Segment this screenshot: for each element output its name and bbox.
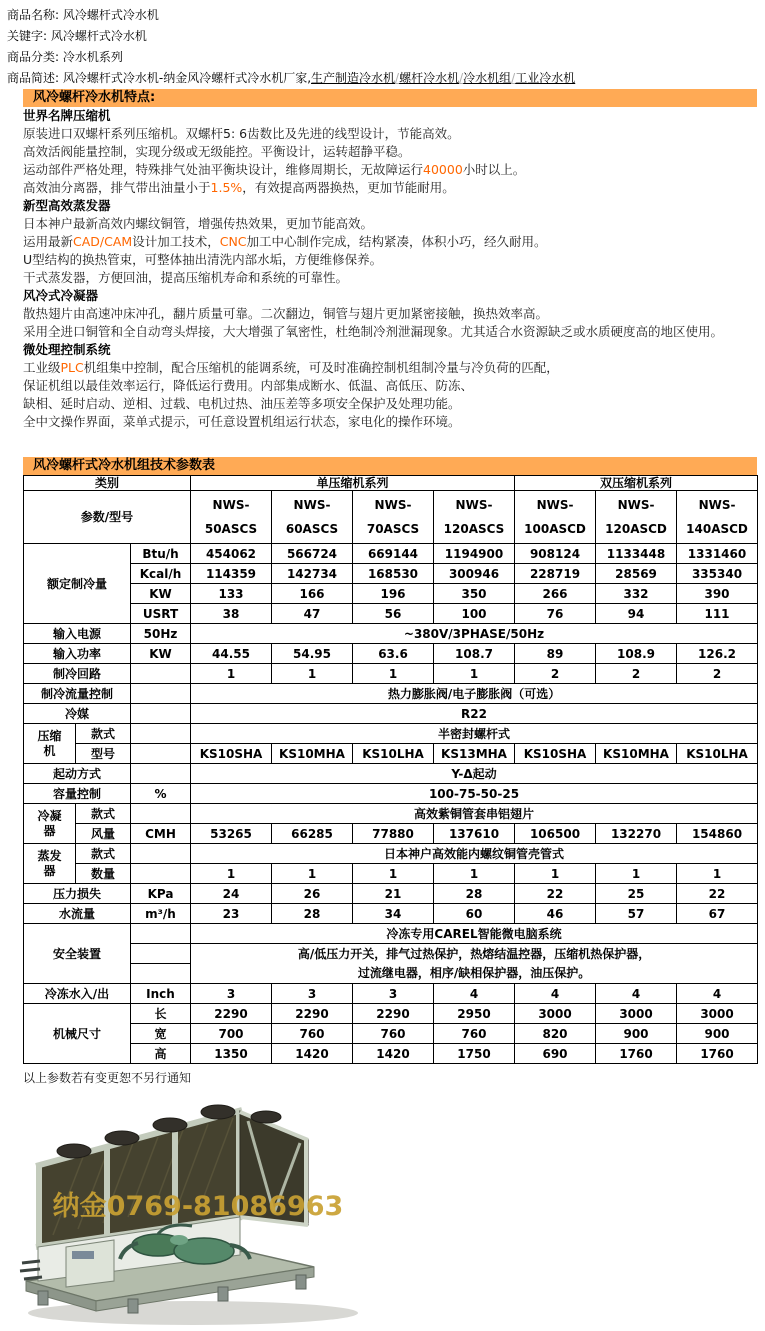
table-row bbox=[24, 824, 758, 844]
table-cell: 1760 bbox=[677, 1044, 758, 1064]
table-cell: 142734 bbox=[272, 564, 353, 584]
table-header-single-compressor-series: 单压缩机系列 bbox=[191, 476, 515, 491]
sub-label-type: 款式 bbox=[76, 844, 131, 864]
table-cell: 高/低压力开关，排气过热保护，热熔结温控器，压缩机热保护器， 过流继电器，相序/缺相保护器，油压保护。 bbox=[191, 944, 758, 984]
feature-keyword: 40000 bbox=[423, 162, 463, 177]
table-cell: 日本神户高效能内螺纹铜管壳管式 bbox=[191, 844, 758, 864]
row-label-starting-method: 起动方式 bbox=[24, 764, 131, 784]
desc-link[interactable]: 冷水机组 bbox=[463, 71, 512, 85]
table-cell: 228719 bbox=[515, 564, 596, 584]
feature-heading: 风冷式冷凝器 bbox=[23, 288, 99, 303]
meta-label: 商品名称: bbox=[7, 8, 63, 22]
unit-cell bbox=[131, 724, 191, 744]
feature-line bbox=[23, 395, 757, 413]
unit-cell: m³/h bbox=[131, 904, 191, 924]
feature-text: 高效活阀能量控制，实现分级或无级能控。平衡设计，运转超静平稳。 bbox=[23, 144, 411, 159]
product-meta bbox=[0, 0, 765, 89]
table-cell: 690 bbox=[515, 1044, 596, 1064]
table-cell: 半密封螺杆式 bbox=[191, 724, 758, 744]
features-header-text: 风冷螺杆冷水机特点: bbox=[33, 90, 156, 105]
feature-text: 缺相、延时启动、逆相、过载、电机过热、油压差等多项安全保护及处理功能。 bbox=[23, 396, 461, 411]
row-label-pressure-loss: 压力损失 bbox=[24, 884, 131, 904]
table-row bbox=[24, 1044, 758, 1064]
table-cell: 67 bbox=[677, 904, 758, 924]
table-cell: 3000 bbox=[515, 1004, 596, 1024]
table-row bbox=[24, 584, 758, 604]
table-cell: 热力膨胀阀/电子膨胀阀（可选） bbox=[191, 684, 758, 704]
unit-cell bbox=[131, 964, 191, 984]
table-cell: 47 bbox=[272, 604, 353, 624]
table-cell: 1 bbox=[515, 864, 596, 884]
feature-keyword: CNC bbox=[219, 234, 247, 249]
table-cell: 4 bbox=[434, 984, 515, 1004]
feature-heading: 微处理控制系统 bbox=[23, 342, 111, 357]
table-row bbox=[24, 844, 758, 864]
table-cell: 25 bbox=[596, 884, 677, 904]
table-cell: 820 bbox=[515, 1024, 596, 1044]
table-cell: 908124 bbox=[515, 544, 596, 564]
table-row bbox=[24, 764, 758, 784]
table-cell: 1 bbox=[191, 664, 272, 684]
table-row bbox=[24, 804, 758, 824]
table-row bbox=[24, 724, 758, 744]
meta-line-description bbox=[7, 68, 765, 89]
table-cell: 高效紫铜管套串铝翅片 bbox=[191, 804, 758, 824]
feature-text: ，有效提高两器换热，更加节能耐用。 bbox=[242, 180, 455, 195]
table-cell: 1350 bbox=[191, 1044, 272, 1064]
table-row bbox=[24, 984, 758, 1004]
sub-label-type: 款式 bbox=[76, 804, 131, 824]
table-cell: 46 bbox=[515, 904, 596, 924]
table-row bbox=[24, 664, 758, 684]
footer-note: 以上参数若有变更恕不另行通知 bbox=[23, 1071, 192, 1085]
feature-text: 运用最新 bbox=[23, 234, 74, 249]
table-cell: 1 bbox=[272, 664, 353, 684]
table-row bbox=[24, 944, 758, 964]
table-cell: 54.95 bbox=[272, 644, 353, 664]
feature-keyword: 1.5% bbox=[210, 180, 243, 195]
foot bbox=[218, 1287, 228, 1301]
row-label-power-supply: 输入电源 bbox=[24, 624, 131, 644]
feature-heading: 世界名牌压缩机 bbox=[23, 108, 111, 123]
feature-line bbox=[23, 413, 757, 431]
unit-cell bbox=[131, 664, 191, 684]
table-row bbox=[24, 544, 758, 564]
table-row bbox=[24, 684, 758, 704]
unit-cell: Btu/h bbox=[131, 544, 191, 564]
table-cell: 34 bbox=[353, 904, 434, 924]
table-cell: 24 bbox=[191, 884, 272, 904]
feature-text: 采用全进口铜管和全自动弯头焊接，大大增强了氧密性，杜绝制冷剂泄漏现象。尤其适合水资源缺乏或水质硬度高的地区使用。 bbox=[23, 324, 724, 339]
feature-text: U型结构的换热管束，可整体抽出清洗内部水垢，方便维修保养。 bbox=[23, 252, 383, 267]
table-cell: 168530 bbox=[353, 564, 434, 584]
table-cell: 2290 bbox=[191, 1004, 272, 1024]
table-cell: 1 bbox=[677, 864, 758, 884]
unit-cell: KPa bbox=[131, 884, 191, 904]
table-cell: 111 bbox=[677, 604, 758, 624]
table-cell: 21 bbox=[353, 884, 434, 904]
meta-line-keywords bbox=[7, 26, 765, 47]
sub-label-model: 型号 bbox=[76, 744, 131, 764]
model-cell: NWS- 100ASCD bbox=[515, 491, 596, 544]
table-row bbox=[24, 704, 758, 724]
model-cell: NWS- 120ASCD bbox=[596, 491, 677, 544]
desc-link[interactable]: 工业冷水机 bbox=[515, 71, 576, 85]
table-cell: 3000 bbox=[596, 1004, 677, 1024]
panel-label bbox=[72, 1251, 94, 1259]
table-row bbox=[24, 476, 758, 491]
main-content bbox=[23, 89, 757, 1064]
model-cell: NWS- 140ASCD bbox=[677, 491, 758, 544]
unit-cell: CMH bbox=[131, 824, 191, 844]
features-body bbox=[23, 107, 757, 431]
unit-cell bbox=[131, 804, 191, 824]
unit-cell: 50Hz bbox=[131, 624, 191, 644]
feature-line bbox=[23, 377, 757, 395]
model-cell: NWS- 60ASCS bbox=[272, 491, 353, 544]
table-cell: 1 bbox=[353, 864, 434, 884]
table-cell: 1420 bbox=[272, 1044, 353, 1064]
table-row bbox=[24, 491, 758, 544]
table-cell: KS13MHA bbox=[434, 744, 515, 764]
table-row bbox=[24, 744, 758, 764]
feature-text: 加工中心制作完成，结构紧凑，体积小巧，经久耐用。 bbox=[246, 234, 547, 249]
feature-line bbox=[23, 179, 757, 197]
table-cell: 76 bbox=[515, 604, 596, 624]
table-cell: KS10MHA bbox=[596, 744, 677, 764]
table-cell: 126.2 bbox=[677, 644, 758, 664]
table-row bbox=[24, 864, 758, 884]
table-cell: 100-75-50-25 bbox=[191, 784, 758, 804]
table-cell: 1 bbox=[434, 864, 515, 884]
table-cell: KS10SHA bbox=[515, 744, 596, 764]
table-cell: 3 bbox=[272, 984, 353, 1004]
meta-label: 商品分类: bbox=[7, 50, 63, 64]
table-cell: 1194900 bbox=[434, 544, 515, 564]
spec-table bbox=[23, 475, 758, 1064]
table-row bbox=[24, 884, 758, 904]
feature-line bbox=[23, 143, 757, 161]
table-cell: 350 bbox=[434, 584, 515, 604]
table-cell: 300946 bbox=[434, 564, 515, 584]
table-cell: 1760 bbox=[596, 1044, 677, 1064]
sub-label-type: 款式 bbox=[76, 724, 131, 744]
table-cell: 57 bbox=[596, 904, 677, 924]
control-panel bbox=[66, 1240, 114, 1287]
table-cell: 196 bbox=[353, 584, 434, 604]
table-header-category: 类别 bbox=[24, 476, 191, 491]
meta-value: 冷水机系列 bbox=[62, 50, 123, 64]
table-cell: KS10LHA bbox=[353, 744, 434, 764]
table-cell: 1750 bbox=[434, 1044, 515, 1064]
feature-line bbox=[23, 305, 757, 323]
unit-cell: KW bbox=[131, 584, 191, 604]
row-label-condenser: 冷凝 器 bbox=[24, 804, 76, 844]
table-cell: 566724 bbox=[272, 544, 353, 564]
sub-label-width: 宽 bbox=[131, 1024, 191, 1044]
meta-desc-links bbox=[311, 71, 575, 85]
feature-text: 全中文操作界面，菜单式提示，可任意设置机组运行状态，家电化的操作环境。 bbox=[23, 414, 461, 429]
feature-keyword: PLC bbox=[60, 360, 84, 375]
table-cell: 77880 bbox=[353, 824, 434, 844]
table-cell: 冷冻专用CAREL智能微电脑系统 bbox=[191, 924, 758, 944]
table-cell: 3 bbox=[353, 984, 434, 1004]
unit-cell bbox=[131, 924, 191, 944]
model-cell: NWS- 120ASCS bbox=[434, 491, 515, 544]
meta-label: 关键字: bbox=[7, 29, 51, 43]
row-label-water-flow: 水流量 bbox=[24, 904, 131, 924]
unit-cell bbox=[131, 704, 191, 724]
feature-line bbox=[23, 359, 757, 377]
table-cell: 108.7 bbox=[434, 644, 515, 664]
feature-line bbox=[23, 269, 757, 287]
table-cell: 106500 bbox=[515, 824, 596, 844]
table-cell: 2950 bbox=[434, 1004, 515, 1024]
table-cell: 56 bbox=[353, 604, 434, 624]
table-cell: 26 bbox=[272, 884, 353, 904]
table-cell: KS10MHA bbox=[272, 744, 353, 764]
features-header-bar bbox=[23, 89, 757, 107]
unit-cell: % bbox=[131, 784, 191, 804]
table-cell: 1 bbox=[353, 664, 434, 684]
table-cell: 760 bbox=[353, 1024, 434, 1044]
table-row bbox=[24, 1004, 758, 1024]
table-cell: 900 bbox=[677, 1024, 758, 1044]
table-row bbox=[24, 604, 758, 624]
row-label-flow-control: 制冷流量控制 bbox=[24, 684, 131, 704]
table-cell: 1 bbox=[434, 664, 515, 684]
table-row bbox=[24, 1024, 758, 1044]
feature-line bbox=[23, 215, 757, 233]
row-label-capacity-control: 容量控制 bbox=[24, 784, 131, 804]
row-label-refrigerant-circuits: 制冷回路 bbox=[24, 664, 131, 684]
table-cell: 1 bbox=[191, 864, 272, 884]
table-cell: 44.55 bbox=[191, 644, 272, 664]
desc-link[interactable]: 螺杆冷水机 bbox=[399, 71, 460, 85]
table-cell: 108.9 bbox=[596, 644, 677, 664]
table-cell: 100 bbox=[434, 604, 515, 624]
table-cell: KS10LHA bbox=[677, 744, 758, 764]
table-cell: 89 bbox=[515, 644, 596, 664]
table-cell: 3000 bbox=[677, 1004, 758, 1024]
table-cell: 94 bbox=[596, 604, 677, 624]
table-cell: 53265 bbox=[191, 824, 272, 844]
foot bbox=[128, 1299, 138, 1313]
table-cell: ~380V/3PHASE/50Hz bbox=[191, 624, 758, 644]
table-row bbox=[24, 784, 758, 804]
table-cell: 22 bbox=[515, 884, 596, 904]
table-cell: 700 bbox=[191, 1024, 272, 1044]
table-cell: 166 bbox=[272, 584, 353, 604]
table-cell: 154860 bbox=[677, 824, 758, 844]
unit-cell: KW bbox=[131, 644, 191, 664]
table-cell: 2290 bbox=[353, 1004, 434, 1024]
table-cell: 4 bbox=[677, 984, 758, 1004]
table-cell: 1331460 bbox=[677, 544, 758, 564]
model-cell: NWS- 70ASCS bbox=[353, 491, 434, 544]
table-cell: R22 bbox=[191, 704, 758, 724]
feature-text: 高效油分离器，排气带出油量小于 bbox=[23, 180, 211, 195]
table-cell: 1 bbox=[596, 864, 677, 884]
feature-text: 工业级 bbox=[23, 360, 61, 375]
table-cell: 335340 bbox=[677, 564, 758, 584]
table-header-parameter-model: 参数/型号 bbox=[24, 491, 191, 544]
foot bbox=[38, 1291, 48, 1305]
table-cell: 900 bbox=[596, 1024, 677, 1044]
desc-separator: / bbox=[395, 71, 400, 85]
spec-table-header-bar bbox=[23, 457, 757, 475]
watermark-text: 纳金0769-81086963 bbox=[52, 1191, 344, 1222]
row-label-input-power: 输入功率 bbox=[24, 644, 131, 664]
feature-text: 日本神户最新高效内螺纹铜管，增强传热效果，更加节能高效。 bbox=[23, 216, 374, 231]
feature-line bbox=[23, 251, 757, 269]
table-cell: 28 bbox=[434, 884, 515, 904]
feature-line bbox=[23, 233, 757, 251]
table-cell: 2 bbox=[596, 664, 677, 684]
table-row bbox=[24, 564, 758, 584]
feature-line bbox=[23, 323, 757, 341]
chiller-photo-illustration bbox=[8, 1095, 392, 1331]
table-header-dual-compressor-series: 双压缩机系列 bbox=[515, 476, 758, 491]
unit-cell bbox=[131, 844, 191, 864]
feature-text: 散热翅片由高速冲床冲孔，翻片质量可靠。二次翻边，铜管与翅片更加紧密接触，换热效率高。 bbox=[23, 306, 549, 321]
row-label-evaporator: 蒸发 器 bbox=[24, 844, 76, 884]
table-cell: 266 bbox=[515, 584, 596, 604]
table-cell: 132270 bbox=[596, 824, 677, 844]
table-cell: 22 bbox=[677, 884, 758, 904]
feature-text: 干式蒸发器，方便回油，提高压缩机寿命和系统的可靠性。 bbox=[23, 270, 349, 285]
meta-line-name bbox=[7, 5, 765, 26]
table-cell: 133 bbox=[191, 584, 272, 604]
table-row bbox=[24, 644, 758, 664]
unit-cell: USRT bbox=[131, 604, 191, 624]
feature-line bbox=[23, 125, 757, 143]
row-label-dimensions: 机械尺寸 bbox=[24, 1004, 131, 1064]
table-cell: 2290 bbox=[272, 1004, 353, 1024]
table-cell: 4 bbox=[515, 984, 596, 1004]
unit-cell bbox=[131, 944, 191, 964]
spec-table-title: 风冷螺杆式冷水机组技术参数表 bbox=[33, 458, 216, 473]
desc-separator: / bbox=[459, 71, 464, 85]
row-label-rated-capacity: 额定制冷量 bbox=[24, 544, 131, 624]
unit-cell bbox=[131, 744, 191, 764]
desc-link[interactable]: 生产制造冷水机 bbox=[311, 71, 396, 85]
table-cell: 1420 bbox=[353, 1044, 434, 1064]
table-cell: 454062 bbox=[191, 544, 272, 564]
sub-label-length: 长 bbox=[131, 1004, 191, 1024]
table-cell: 4 bbox=[596, 984, 677, 1004]
table-row bbox=[24, 904, 758, 924]
table-cell: 60 bbox=[434, 904, 515, 924]
unit-cell: Kcal/h bbox=[131, 564, 191, 584]
table-cell: 114359 bbox=[191, 564, 272, 584]
table-row bbox=[24, 924, 758, 944]
meta-line-category bbox=[7, 47, 765, 68]
sub-label-quantity: 数量 bbox=[76, 864, 131, 884]
row-label-refrigerant: 冷媒 bbox=[24, 704, 131, 724]
table-cell: 28 bbox=[272, 904, 353, 924]
desc-separator: / bbox=[511, 71, 516, 85]
row-label-safety-devices: 安全装置 bbox=[24, 924, 131, 984]
foot bbox=[296, 1275, 306, 1289]
unit-cell bbox=[131, 764, 191, 784]
feature-text: 小时以上。 bbox=[462, 162, 526, 177]
table-row bbox=[24, 624, 758, 644]
product-photo bbox=[8, 1095, 392, 1331]
feature-text: 设计加工技术， bbox=[132, 234, 220, 249]
table-cell: 390 bbox=[677, 584, 758, 604]
table-cell: 2 bbox=[677, 664, 758, 684]
feature-text: 机组集中控制，配合压缩机的能调系统，可及时准确控制机组制冷量与冷负荷的匹配， bbox=[83, 360, 559, 375]
meta-value: 风冷螺杆式冷水机 bbox=[62, 8, 159, 22]
table-cell: 669144 bbox=[353, 544, 434, 564]
table-cell: 3 bbox=[191, 984, 272, 1004]
table-cell: KS10SHA bbox=[191, 744, 272, 764]
sub-label-airflow: 风量 bbox=[76, 824, 131, 844]
table-cell: 332 bbox=[596, 584, 677, 604]
table-cell: 1 bbox=[272, 864, 353, 884]
row-label-compressor: 压缩 机 bbox=[24, 724, 76, 764]
meta-value: 风冷螺杆式冷水机 bbox=[50, 29, 147, 43]
unit-cell bbox=[131, 864, 191, 884]
feature-text: 原装进口双螺杆系列压缩机。双螺杆5: 6齿数比及先进的线型设计，节能高效。 bbox=[23, 126, 460, 141]
table-cell: 38 bbox=[191, 604, 272, 624]
table-cell: 23 bbox=[191, 904, 272, 924]
table-cell: 137610 bbox=[434, 824, 515, 844]
feature-keyword: CAD/CAM bbox=[73, 234, 133, 249]
meta-label: 商品简述: bbox=[7, 71, 63, 85]
table-cell: Y-Δ起动 bbox=[191, 764, 758, 784]
sub-label-height: 高 bbox=[131, 1044, 191, 1064]
unit-cell bbox=[131, 684, 191, 704]
feature-line bbox=[23, 161, 757, 179]
table-cell: 1133448 bbox=[596, 544, 677, 564]
feature-text: 运动部件严格处理，特殊排气处油平衡块设计，维修周期长，无故障运行 bbox=[23, 162, 424, 177]
table-cell: 66285 bbox=[272, 824, 353, 844]
model-cell: NWS- 50ASCS bbox=[191, 491, 272, 544]
table-cell: 2 bbox=[515, 664, 596, 684]
feature-heading: 新型高效蒸发器 bbox=[23, 198, 111, 213]
table-cell: 63.6 bbox=[353, 644, 434, 664]
table-cell: 760 bbox=[272, 1024, 353, 1044]
row-label-chilled-water-inlet-outlet: 冷冻水入/出 bbox=[24, 984, 131, 1004]
meta-desc-plain: 风冷螺杆式冷水机-纳金风冷螺杆式冷水机厂家, bbox=[62, 71, 312, 85]
unit-cell: Inch bbox=[131, 984, 191, 1004]
table-cell: 760 bbox=[434, 1024, 515, 1044]
feature-text: 保证机组以最佳效率运行，降低运行费用。内部集成断水、低温、高低压、防冻、 bbox=[23, 378, 474, 393]
table-cell: 28569 bbox=[596, 564, 677, 584]
